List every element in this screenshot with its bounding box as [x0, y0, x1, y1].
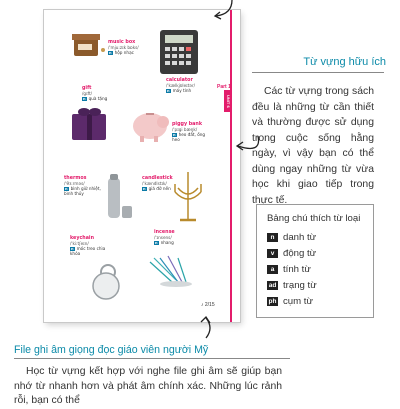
vocab-meaning: nhang — [160, 240, 174, 245]
audio-section-title: File ghi âm giọng đọc giáo viên người Mỹ — [14, 344, 209, 356]
word-type-tag: n — [155, 241, 158, 245]
word-type-tag: n — [167, 89, 170, 93]
part-tab — [217, 84, 231, 114]
vocab-phonetic: /ˈpɪgi bæŋk/ — [172, 127, 198, 132]
vocab-meaning: bình giữ nhiệt, bình thủy — [64, 186, 101, 196]
legend-title: Bảng chú thích từ loại — [267, 213, 361, 224]
vocab-word: thermos — [64, 176, 87, 181]
vocab-word: piggy bank — [172, 122, 203, 127]
word-type-tag: n — [65, 187, 68, 191]
legend-label: cụm từ — [283, 296, 313, 307]
vocab-phonetic: /ˈɪnsens/ — [154, 235, 172, 240]
annotation-arrow-bottom — [201, 317, 210, 338]
annotation-arrow-top — [215, 0, 232, 19]
useful-vocab-description: Các từ vựng trong sách đều là những từ cần thiết và thường được sử dụng trong cuộc sống hằng ngày, vì vậy bạn có thể dùng ngay những từ vừa học khi giao tiếp trong thực tế. — [252, 86, 374, 206]
vocab-candlestick — [142, 176, 178, 191]
legend-tag: a — [267, 265, 278, 274]
calculator-icon — [160, 30, 198, 74]
vocab-word: incense — [154, 230, 175, 235]
legend-label: danh từ — [283, 232, 317, 243]
keychain-icon — [93, 265, 119, 299]
vocab-phonetic: /ˈθɜːrməs/ — [64, 181, 85, 186]
vocab-thermos — [64, 176, 104, 196]
audio-divider — [14, 358, 290, 359]
part-label: Part 1 — [217, 84, 231, 90]
vocab-meaning: heo đất, ống heo — [172, 132, 206, 142]
vocab-word: keychain — [70, 236, 94, 241]
thermos-icon — [108, 174, 132, 218]
vocab-word: candlestick — [142, 176, 173, 181]
legend-tag: n — [267, 233, 278, 242]
word-type-tag: n — [173, 133, 176, 137]
incense-icon — [150, 256, 192, 287]
music-box-icon — [72, 34, 105, 56]
vocab-meaning: giá đỡ nến — [148, 186, 171, 191]
legend-tag: v — [267, 249, 278, 258]
vocab-word: music box — [108, 40, 136, 45]
word-type-tag: n — [143, 187, 146, 191]
title-divider — [252, 72, 384, 73]
unit-block: UNIT 6 — [224, 90, 231, 112]
gift-icon — [72, 108, 106, 140]
vocab-meaning: hộp nhạc — [114, 50, 134, 55]
vocab-phonetic: /ˈkælkjʊleɪtər/ — [166, 83, 196, 88]
vocab-incense — [154, 230, 175, 245]
vocab-meaning: móc treo chìa khóa — [70, 246, 106, 256]
vocab-word: gift — [82, 86, 92, 91]
word-type-tag: n — [109, 51, 112, 55]
legend-item-noun — [267, 232, 316, 243]
vocab-music-box — [108, 40, 139, 55]
word-type-tag: n — [83, 97, 86, 101]
vocab-meaning: quà tặng — [88, 96, 108, 101]
vocab-phonetic: /ˈkændlstɪk/ — [142, 181, 167, 186]
legend-tag: ph — [268, 298, 277, 305]
vocab-gift — [82, 86, 107, 101]
candlestick-icon — [175, 172, 201, 220]
legend-item-adverb — [267, 280, 317, 291]
vocab-meaning: máy tính — [172, 88, 192, 93]
vocab-calculator — [166, 78, 195, 93]
piggy-bank-icon — [133, 113, 169, 142]
legend-label: động từ — [283, 248, 317, 259]
legend-label: trạng từ — [283, 280, 317, 291]
legend-item-verb — [267, 248, 316, 259]
legend-tag: ad — [268, 282, 277, 289]
legend-label: tính từ — [283, 264, 311, 275]
vocab-piggy-bank — [172, 122, 208, 142]
audio-section-description: Học từ vựng kết hợp với nghe file ghi âm sẽ giúp bạn nhớ từ nhanh hơn và phát âm chính xác. Những lúc rảnh rỗi, bạn có thể — [14, 366, 282, 406]
legend-item-adjective — [267, 264, 311, 275]
vocab-phonetic: /gɪft/ — [82, 91, 93, 96]
vocab-keychain — [70, 236, 108, 256]
legend-item-phrase — [267, 296, 313, 307]
vocab-word: calculator — [166, 78, 193, 83]
vocab-phonetic: /ˈkiːtʃeɪn/ — [70, 241, 89, 246]
page-number: ♪ 2/15 — [201, 302, 215, 308]
useful-vocab-title: Từ vựng hữu ích — [303, 56, 386, 68]
word-type-tag: n — [71, 247, 74, 251]
vocab-phonetic: /ˈmjuːzɪk bɒks/ — [108, 45, 139, 50]
word-type-legend — [256, 204, 374, 318]
